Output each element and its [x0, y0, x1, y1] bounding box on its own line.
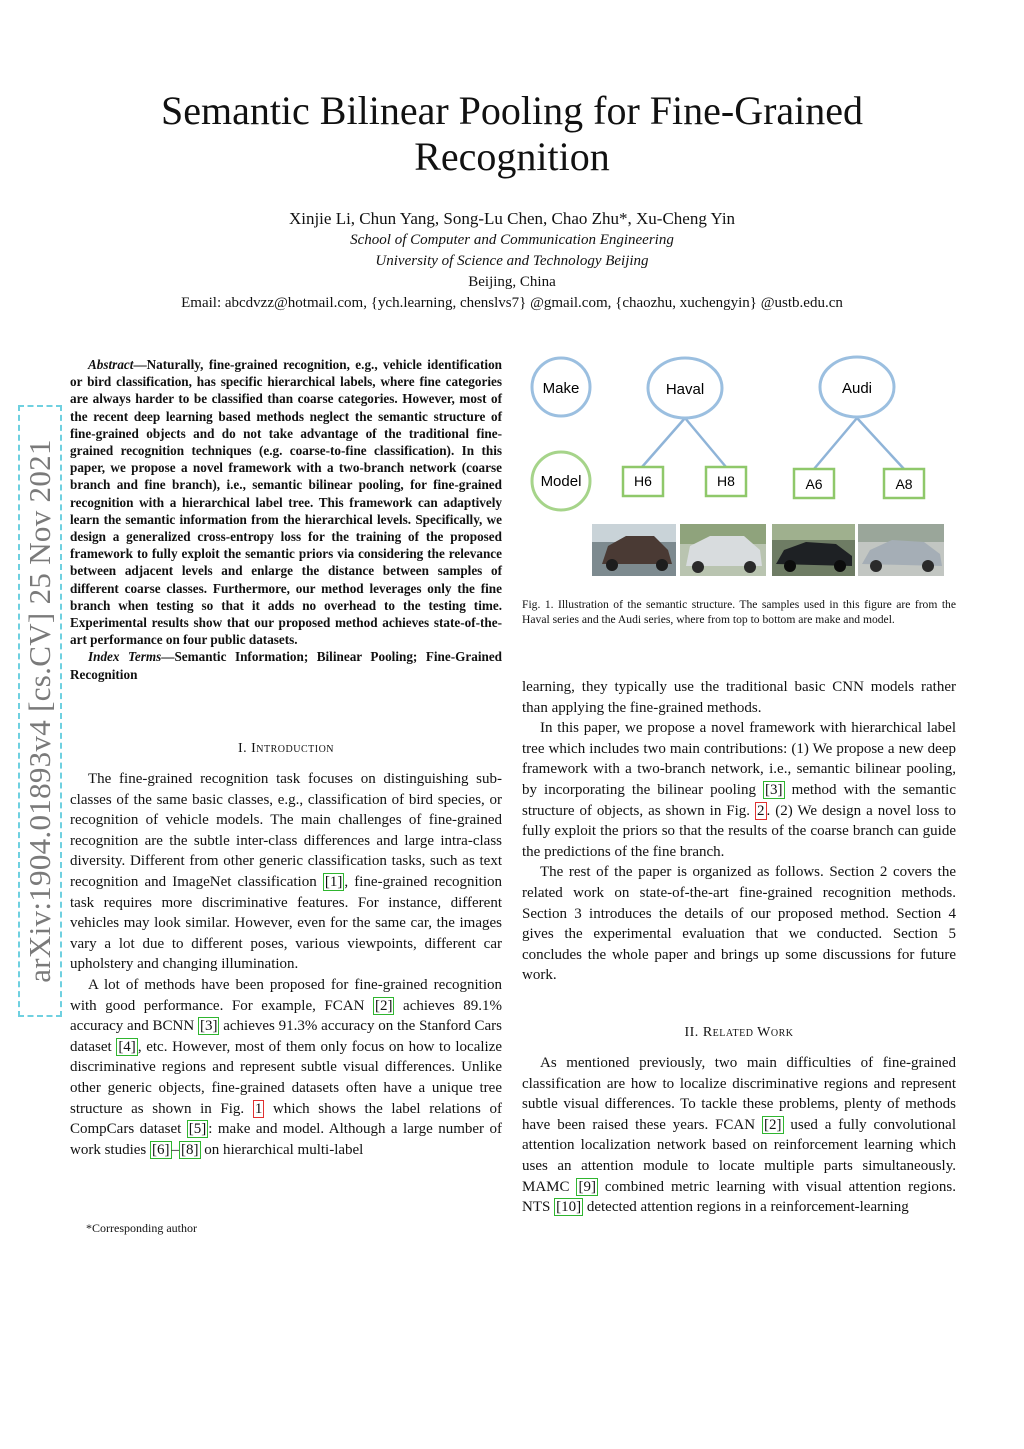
authors: Xinjie Li, Chun Yang, Song-Lu Chen, Chao Zhu*, Xu-Cheng Yin — [288, 209, 736, 228]
audi-label: Audi — [841, 380, 873, 397]
intro-paragraph-1: The fine-grained recognition task focuses on distinguishing sub-classes of the same basic classes, e.g., classification of bird species, or recognition of vehicle models. The main challenges of fine-grained recognition are the subtle inter-class differences and large intra-class diversity. Different from other generic classification tasks, such as text recognition and ImageNet classification [1] , fine-grained recognition task requires more discriminative features. For instance, different vehicles may look similar. However, even for the same car, the images vary a lot due to different poses, various viewpoints, different car upholstery and changing illumination. — [70, 771, 503, 973]
citation-link[interactable]: [2] — [764, 1116, 782, 1133]
section-heading-related-work: II. Related Work — [684, 1025, 794, 1040]
citation-link[interactable]: [5] — [188, 1121, 207, 1138]
tree-edge — [642, 418, 685, 467]
affiliation-university: University of Science and Technology Beijing — [375, 253, 649, 269]
index-terms-label: Index Terms — [88, 649, 162, 665]
citation-link[interactable]: [1] — [324, 873, 343, 890]
related-paragraph-1: As mentioned previously, two main difficulties of fine-grained classification are how to localize discriminative regions and represent subtle visual differences. To tackle these problems, plenty of methods have been raised these years. FCAN [2] used a fully convolutional attention localization network based on reinforcement learning which uses an attention module to locate multiple parts simultaneously. MAMC [9] combined metric learning with visual attention regions. NTS [10] detected attention regions in a reinforcement-learning — [522, 1055, 957, 1216]
make-label: Make — [542, 380, 580, 397]
tree-edge — [685, 418, 726, 467]
right-column-body — [522, 677, 956, 986]
figure-1-caption: Fig. 1. Illustration of the semantic structure. The samples used in this figure are from the Haval series and the Audi series, where from top to bottom are make and model. — [522, 598, 956, 626]
citation-link[interactable]: [3] — [765, 781, 783, 798]
title-line-2: Recognition — [414, 134, 610, 179]
figure-link[interactable]: 2 — [757, 802, 765, 819]
affiliation-school: School of Computer and Communication Engineering — [350, 232, 674, 248]
index-terms-text: —Semantic Information; Bilinear Pooling; Fine-Grained Recognition — [70, 649, 503, 682]
abstract-label: Abstract — [88, 357, 134, 372]
citation-link[interactable]: [8] — [181, 1141, 199, 1158]
abstract-text: —Naturally, fine-grained recognition, e.g., vehicle identification or bird classification, has specific hierarchical labels, where fine categories are always harder to be classified than coarse categories. However, most of the recent deep learning based methods neglect the semantic structure of fine-grained objects and do not take advantage of the traditional fine-grained recognition techniques (e.g. coarse-to-fine classification). In this paper, we propose a novel framework with a two-branch network (coarse branch and fine branch), i.e., semantic bilinear pooling, for fine-grained recognition with a hierarchical label tree. This framework can adaptively learn the semantic information from the hierarchical levels. Specifically, we design a generalized cross-entropy loss for the training of the proposed framework to fully exploit the semantic priors via considering the relevance between adjacent levels and enlarge the distance between samples of different coarse classes. Furthermore, our method leverages only the fine branch when testing so that it adds no overhead to the testing time. Experimental results show that our proposed method achieves state-of-the-art performance on four public datasets. — [70, 357, 502, 648]
section-heading-introduction: I. Introduction — [237, 741, 335, 756]
car-photo-haval-h6 — [592, 524, 676, 576]
intro-paragraph-2: A lot of methods have been proposed for fine-grained recognition with good performance. For example, FCAN [2] achieves 89.1% accuracy and BCNN [3] achieves 91.3% accuracy on the Stanford Cars dataset [4] , etc. However, most of them only focus on how to localize discriminative regions and represent subtle visual differences. Unlike other generic objects, fine-grained datasets often have a unique tree structure as shown in Fig. 1 which shows the label relations of CompCars dataset [5] : make and model. Although a large number of work studies [6] – [8] on hierarchical multi-label — [70, 976, 503, 1158]
tree-edge — [857, 418, 904, 469]
haval-label: Haval — [665, 381, 705, 398]
citation-link[interactable]: [10] — [556, 1199, 582, 1216]
figure-1 — [522, 350, 958, 582]
h8-label: H8 — [717, 473, 735, 489]
footnote: *Corresponding author — [86, 1221, 197, 1235]
arxiv-sidebar — [18, 405, 62, 1017]
citation-link[interactable]: [9] — [578, 1178, 596, 1195]
right-paragraph-3: The rest of the paper is organized as follows. Section 2 covers the related work on state-of-the-art fine-grained recognition methods. Section 3 introduces the details of our proposed method. Section 4 gives the experimental evaluation that we conducted. Section 5 concludes the whole paper and brings up some discussions for future work. — [522, 864, 956, 984]
figure-link[interactable]: 1 — [254, 1100, 263, 1117]
related-work-body — [522, 1053, 956, 1218]
citation-link[interactable]: [6] — [152, 1141, 170, 1158]
abstract — [70, 356, 502, 683]
a8-label: A8 — [895, 476, 913, 492]
car-photo-audi-a8 — [858, 524, 944, 576]
citation-link[interactable]: [2] — [374, 997, 393, 1014]
paper-title — [0, 88, 1024, 180]
arxiv-id: arXiv:1904.01893v4 [cs.CV] 25 Nov 2021 — [22, 439, 57, 983]
affiliation-city: Beijing, China — [468, 274, 556, 290]
car-photo-audi-a6 — [772, 524, 855, 576]
citation-link[interactable]: [4] — [118, 1038, 136, 1055]
model-label: Model — [540, 473, 582, 490]
right-paragraph-2: In this paper, we propose a novel framework with hierarchical label tree which includes two main contributions: (1) We propose a new deep framework with a two-branch network, i.e., semantic bilinear pooling, by incorporating the bilinear pooling [3] method with the semantic structure of objects, as shown in Fig. 2 . (2) We design a novel loss to fully exploit the priors so that the results of the coarse branch can guide the predictions of the fine branch. — [522, 720, 956, 860]
citation-link[interactable]: [3] — [199, 1018, 218, 1035]
introduction-body — [70, 769, 502, 1160]
email-line: Email: abcdvzz@hotmail.com, {ych.learning, chenslvs7} @gmail.com, {chaozhu, xuchengyin} @ustb.edu.cn — [181, 295, 843, 311]
car-photo-haval-h8 — [680, 524, 766, 576]
right-paragraph-1: learning, they typically use the traditional basic CNN models rather than applying the fine-grained methods. — [522, 679, 956, 716]
title-line-1: Semantic Bilinear Pooling for Fine-Grained — [160, 88, 864, 133]
a6-label: A6 — [805, 476, 823, 492]
h6-label: H6 — [634, 473, 652, 489]
tree-edge — [814, 418, 857, 469]
